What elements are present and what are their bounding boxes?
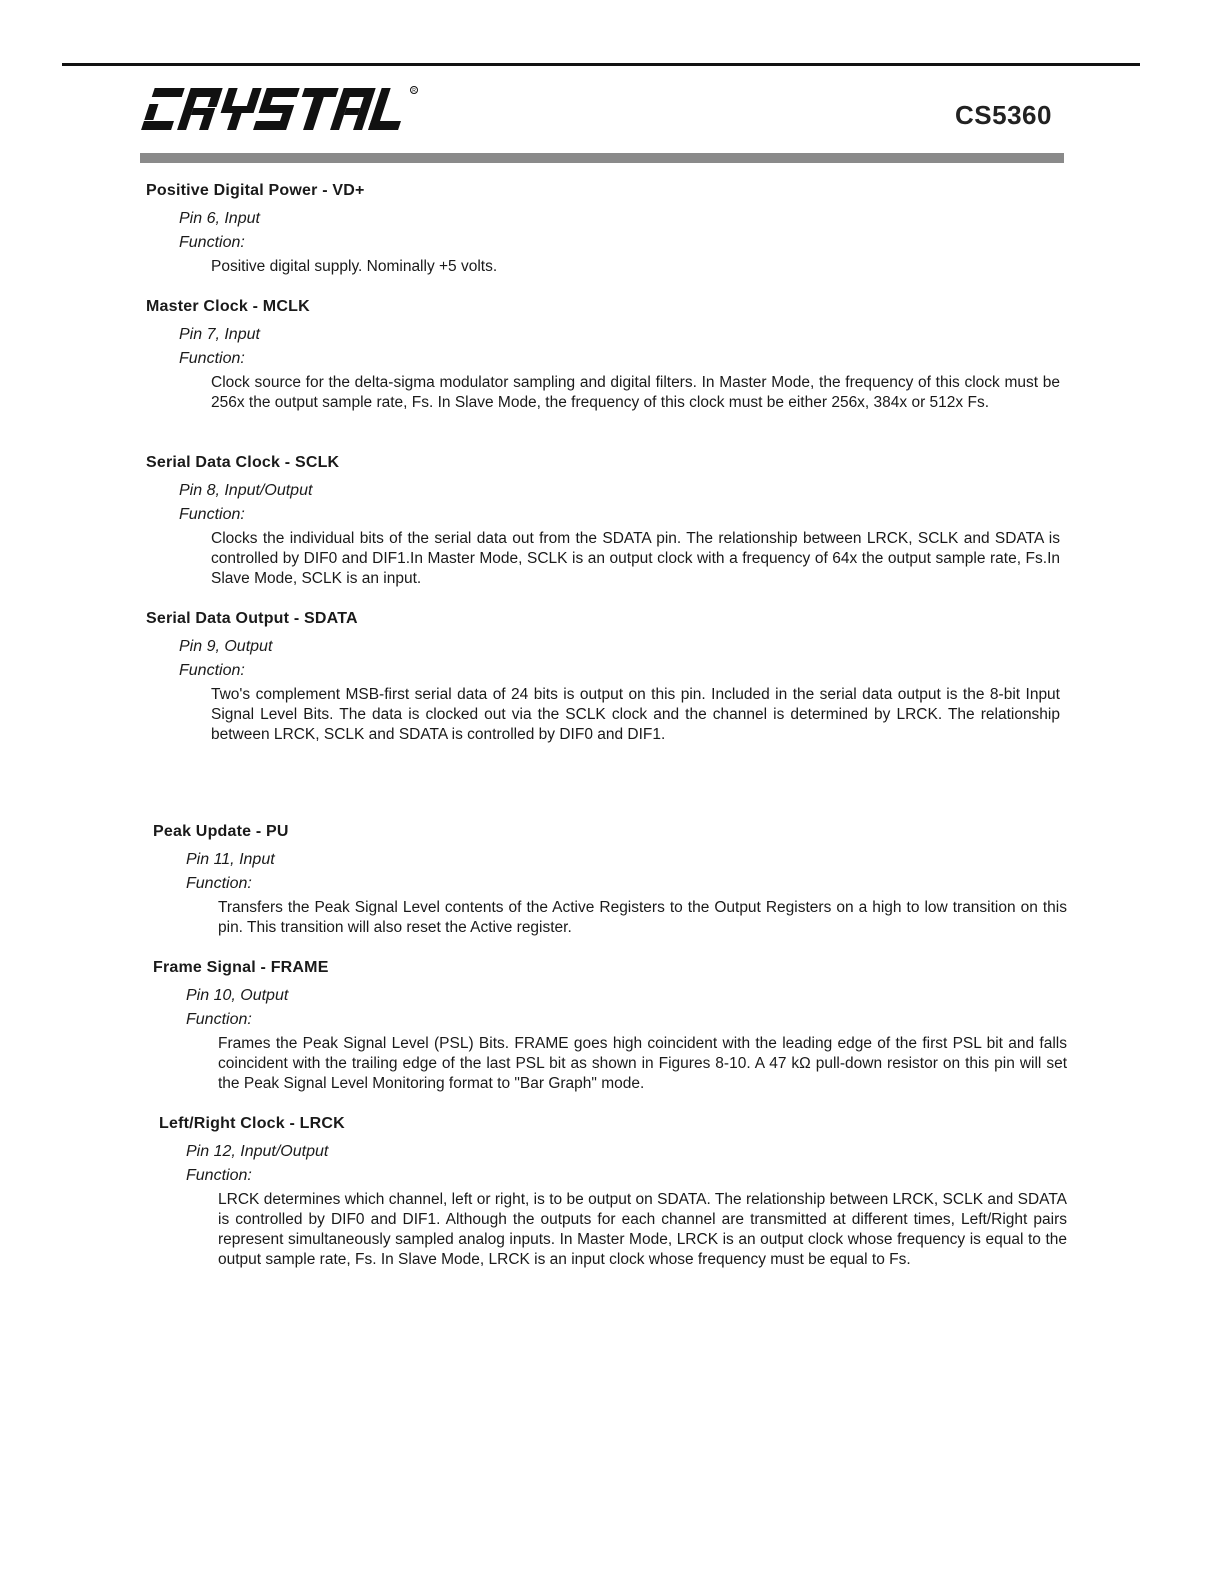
function-label: Function: [186,875,252,892]
pin-section-sclk [146,453,1060,589]
pin-section-pu [153,822,1067,938]
pin-number: Pin 8, Input/Output [179,482,313,499]
function-description: Transfers the Peak Signal Level contents of the Active Registers to the Output Registers on a high to low transition on this pin. This transition will also reset the Active register. [218,899,1067,936]
pin-section-vd [146,181,1060,277]
section-title: Frame Signal - FRAME [153,959,329,976]
function-description: Clock source for the delta-sigma modulator sampling and digital filters. In Master Mode, the frequency of this clock must be 256x the output sample rate, Fs. In Slave Mode, the frequency of this clock must be either 256x, 384x or 512x Fs. [211,374,1060,411]
function-label: Function: [186,1011,252,1028]
function-description: Positive digital supply. Nominally +5 volts. [211,258,498,275]
pin-number: Pin 9, Output [179,638,273,655]
header-divider-bar [140,153,1064,163]
function-description: Clocks the individual bits of the serial data out from the SDATA pin. The relationship between LRCK, SCLK and SDATA is controlled by DIF0 and DIF1.In Master Mode, SCLK is an output clock with a frequency of 64x the output sample rate, Fs.In Slave Mode, SCLK is an input. [211,530,1060,587]
function-label: Function: [186,1167,252,1184]
section-title: Peak Update - PU [153,823,289,840]
section-title: Positive Digital Power - VD+ [146,182,365,199]
function-description: LRCK determines which channel, left or right, is to be output on SDATA. The relationship between LRCK, SCLK and SDATA is controlled by DIF0 and DIF1. Although the outputs for each channel are transmitted at different times, Left/Right pairs represent simultaneously sampled analog inputs. In Master Mode, LRCK is an output clock whose frequency is equal to the output sample rate, Fs. In Slave Mode, LRCK is an input clock whose frequency must be equal to Fs. [218,1191,1067,1268]
svg-text:R: R [412,88,416,94]
pin-number: Pin 10, Output [186,987,289,1004]
pin-section-sdata [146,609,1060,745]
pin-number: Pin 11, Input [186,851,275,868]
function-description: Two's complement MSB-first serial data of 24 bits is output on this pin. Included in the serial data output is the 8-bit Input Signal Level Bits. The data is clocked out via the SCLK clock and the channel is determined by LRCK. The relationship between LRCK, SCLK and SDATA is controlled by DIF0 and DIF1. [211,686,1060,743]
section-title: Serial Data Clock - SCLK [146,454,340,471]
pin-section-frame [153,958,1067,1094]
pin-number: Pin 12, Input/Output [186,1143,329,1160]
function-description: Frames the Peak Signal Level (PSL) Bits. FRAME goes high coincident with the leading edge of the first PSL bit and falls coincident with the trailing edge of the last PSL bit as shown in Figures 8-10. A 47 kΩ pull-down resistor on this pin will set the Peak Signal Level Monitoring format to "Bar Graph" mode. [218,1035,1067,1092]
pin-number: Pin 6, Input [179,210,260,227]
function-label: Function: [179,350,245,367]
part-number: CS5360 [955,100,1052,130]
header-rule [62,63,1140,66]
section-title: Left/Right Clock - LRCK [159,1115,345,1132]
function-label: Function: [179,234,245,251]
pin-number: Pin 7, Input [179,326,260,343]
pin-section-mclk [146,297,1060,413]
function-label: Function: [179,506,245,523]
section-title: Master Clock - MCLK [146,298,310,315]
function-label: Function: [179,662,245,679]
section-title: Serial Data Output - SDATA [146,610,358,627]
crystal-logo [138,84,422,134]
pin-section-lrck [153,1114,1067,1270]
